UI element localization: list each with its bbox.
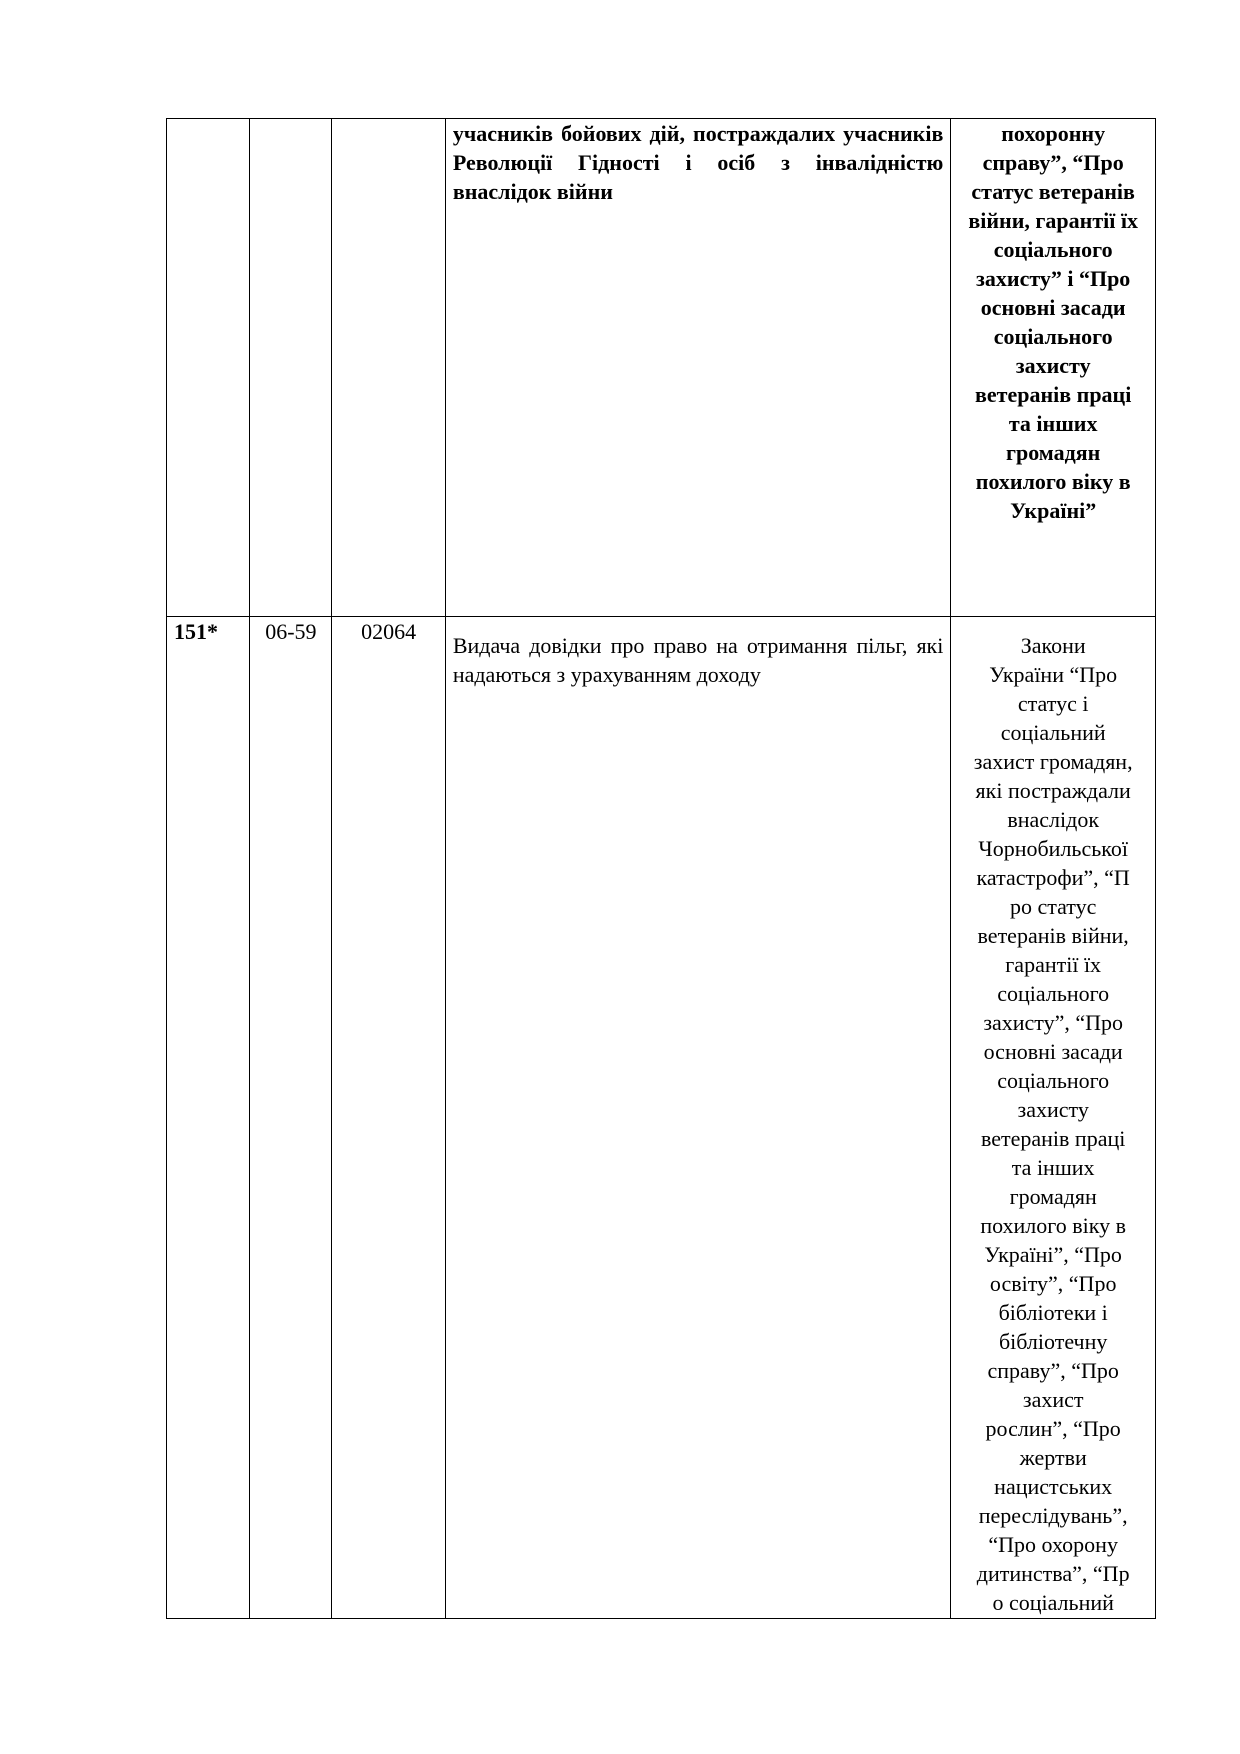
legal-basis-line: соціального [997, 981, 1110, 1006]
code2-cell [332, 119, 445, 617]
legal-basis-line: війни, гарантії їх [968, 208, 1138, 233]
legal-basis-line: бібліотечну [998, 1329, 1108, 1354]
legal-basis-line: переслідувань”, [978, 1503, 1128, 1528]
description-cell [445, 119, 951, 617]
legal-basis-line: ро статус [1009, 894, 1097, 919]
code1-cell [250, 119, 332, 617]
service-description: учасників бойових дій, постраждалих учасників Революції Гідності і осіб з інвалідністю внаслідок війни [452, 121, 944, 204]
row-number-cell [167, 617, 250, 1619]
legal-basis-line: соціального [993, 237, 1113, 262]
legal-basis-cell [951, 119, 1156, 617]
service-description: Видача довідки про право на отримання пільг, які надаються з урахуванням доходу [452, 633, 944, 687]
legal-basis-line: похоронну [1001, 121, 1106, 146]
legal-basis-line: захист [1022, 1387, 1084, 1412]
legal-basis-line: бібліотеки і [998, 1300, 1108, 1325]
legal-basis-line: “Про охорону [988, 1532, 1118, 1557]
legal-basis-line: внаслідок [1007, 807, 1100, 832]
legal-basis-line: справу”, “Про [987, 1358, 1119, 1383]
legal-basis-line: захисту [1015, 353, 1091, 378]
legal-basis-line: рослин”, “Про [985, 1416, 1121, 1441]
legal-basis-line: соціального [997, 1068, 1110, 1093]
legal-basis-line: України “Про [989, 662, 1118, 687]
legal-basis-line: основні засади [980, 295, 1126, 320]
code2-cell [332, 617, 445, 1619]
legal-basis-line: справу”, “Про [982, 150, 1124, 175]
legal-basis-line: основні засади [983, 1039, 1123, 1064]
legal-basis-line: соціального [993, 324, 1113, 349]
code2: 02064 [361, 619, 417, 644]
legal-basis-line: освіту”, “Про [989, 1271, 1117, 1296]
legal-basis-line: Україні”, “Про [984, 1242, 1122, 1267]
legal-basis-cell [951, 617, 1156, 1619]
code1: 06-59 [265, 619, 317, 644]
legal-basis-line: Україні” [1010, 498, 1097, 523]
legal-basis-line: дитинства”, “Пр [976, 1561, 1130, 1586]
row-number-cell [167, 119, 250, 617]
legal-basis-line: ветеранів праці [980, 1126, 1126, 1151]
legal-basis-line: статус ветеранів [971, 179, 1135, 204]
row-number: 151* [174, 619, 218, 644]
legal-basis-line: жертви [1019, 1445, 1087, 1470]
legal-basis-line: Закони [1020, 633, 1086, 658]
legal-basis-line: ветеранів війни, [977, 923, 1129, 948]
legal-basis-line: ветеранів праці [975, 382, 1132, 407]
legal-basis-line: статус і [1017, 691, 1089, 716]
services-table [166, 118, 1156, 1619]
legal-basis-line: та інших [1008, 411, 1098, 436]
legal-basis-line: нацистських [994, 1474, 1113, 1499]
table-row [167, 119, 1156, 617]
legal-basis-line: громадян [1006, 440, 1101, 465]
legal-basis-line: Чорнобильської [978, 836, 1128, 861]
legal-basis-line: о соціальний [992, 1590, 1114, 1615]
legal-basis-line: похилого віку в [975, 469, 1131, 494]
legal-basis-line: захисту” і “Про [976, 266, 1131, 291]
legal-basis-line: гарантії їх [1005, 952, 1102, 977]
legal-basis-line: похилого віку в [980, 1213, 1127, 1238]
table-row [167, 617, 1156, 1619]
description-cell [445, 617, 951, 1619]
legal-basis-line: захист громадян, [973, 749, 1133, 774]
legal-basis-line: які постраждали [975, 778, 1131, 803]
legal-basis-line: та інших [1011, 1155, 1095, 1180]
legal-basis-line: соціальний [1000, 720, 1106, 745]
legal-basis-line: громадян [1009, 1184, 1097, 1209]
legal-basis-line: захисту [1017, 1097, 1089, 1122]
code1-cell [250, 617, 332, 1619]
legal-basis-line: катастрофи”, “П [976, 865, 1130, 890]
legal-basis-line: захисту”, “Про [983, 1010, 1124, 1035]
